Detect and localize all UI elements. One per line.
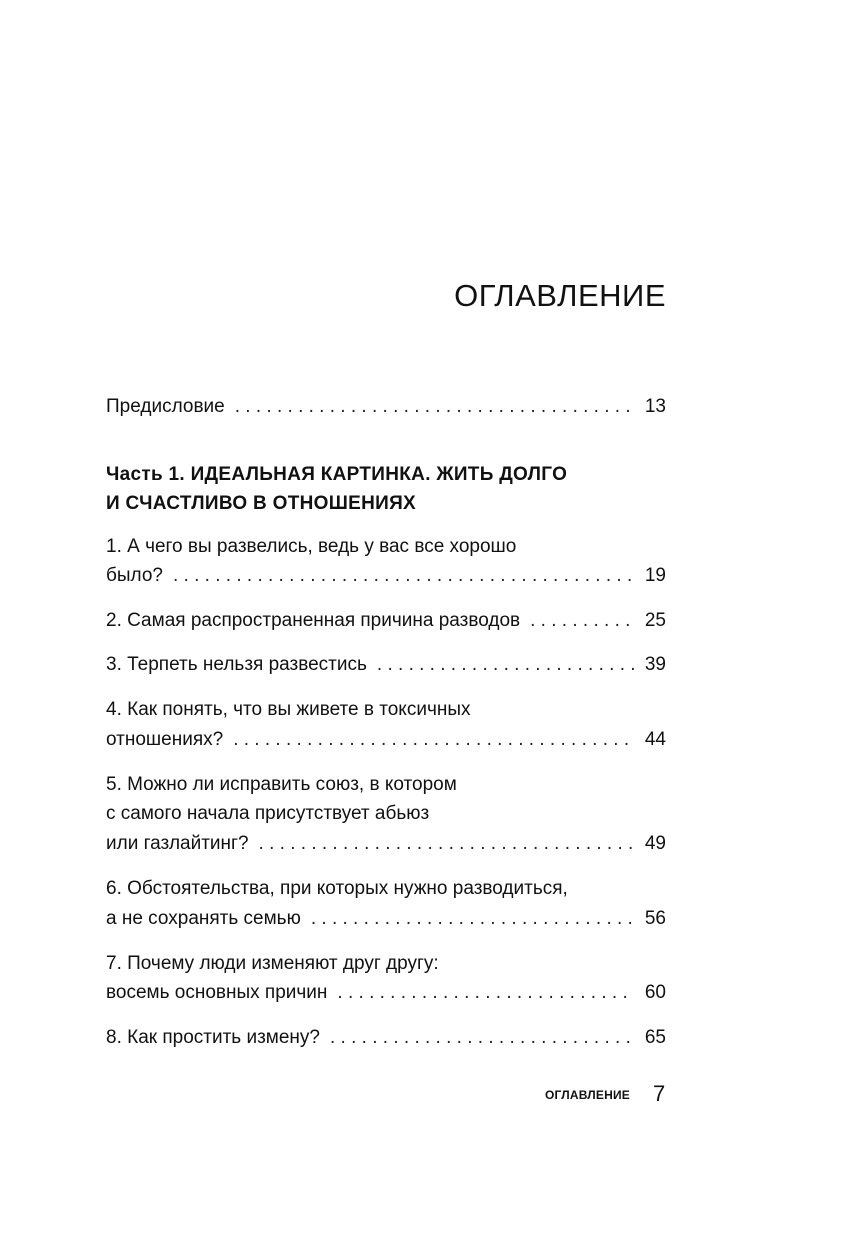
toc-entry-3[interactable]: [106, 651, 666, 679]
toc-page-number: 19: [644, 565, 666, 586]
leader-dots: [311, 905, 634, 933]
part-heading-line-2: И СЧАСТЛИВО В ОТНОШЕНИЯХ: [106, 493, 417, 514]
page-number: 7: [653, 1081, 666, 1106]
leader-dots: [377, 651, 634, 679]
part-heading-line-1: Часть 1. ИДЕАЛЬНАЯ КАРТИНКА. ЖИТЬ ДОЛГО: [106, 464, 568, 485]
toc-page-number: 44: [644, 729, 666, 750]
toc-page-number: 60: [644, 982, 666, 1003]
leader-dots: [530, 607, 634, 635]
toc-entry-1[interactable]: [106, 562, 666, 590]
toc-entry-title[interactable]: 4. Как понять, что вы живете в токсичных: [106, 699, 471, 720]
page-title: ОГЛАВЛЕНИЕ: [454, 278, 666, 313]
toc-entry-8[interactable]: [106, 1024, 666, 1052]
toc-entry-6[interactable]: [106, 905, 666, 933]
toc-entry-title: отношениях?: [106, 729, 224, 750]
toc-entry-title: а не сохранять семью: [106, 908, 301, 929]
leader-dots: [330, 1024, 634, 1052]
toc-entry-7[interactable]: [106, 979, 666, 1007]
toc-entry-4[interactable]: [106, 726, 666, 754]
toc-page-number: 56: [644, 908, 666, 929]
leader-dots: [173, 562, 634, 590]
toc-entry-title[interactable]: с самого начала присутствует абьюз: [106, 803, 430, 824]
leader-dots: [233, 726, 634, 754]
toc-entry-2[interactable]: [106, 607, 666, 635]
toc-entry-title: или газлайтинг?: [106, 833, 249, 854]
toc-page-number: 13: [644, 396, 666, 417]
toc-page-number: 39: [644, 654, 666, 675]
toc-page-number: 25: [644, 610, 666, 631]
toc-entry-title: 2. Самая распространенная причина разводов: [106, 610, 521, 631]
toc-entry-title[interactable]: 6. Обстоятельства, при которых нужно разводиться,: [106, 878, 568, 899]
toc-entry-title[interactable]: 7. Почему люди изменяют друг другу:: [106, 953, 439, 974]
leader-dots: [235, 393, 634, 421]
toc-entry-title: Предисловие: [106, 396, 225, 417]
toc-entry-preface[interactable]: [106, 393, 666, 421]
running-head: ОГЛАВЛЕНИЕ: [545, 1088, 631, 1102]
toc-entry-title: 3. Терпеть нельзя развестись: [106, 654, 367, 675]
toc-page-number: 65: [644, 1027, 666, 1048]
toc-entry-5[interactable]: [106, 830, 666, 858]
leader-dots: [337, 979, 634, 1007]
leader-dots: [259, 830, 634, 858]
toc-entry-title[interactable]: 1. А чего вы развелись, ведь у вас все хорошо: [106, 536, 517, 557]
toc-entry-title: 8. Как простить измену?: [106, 1027, 320, 1048]
toc-entry-title: восемь основных причин: [106, 982, 328, 1003]
toc-page-number: 49: [644, 833, 666, 854]
toc-entry-title: было?: [106, 565, 163, 586]
toc-entry-title[interactable]: 5. Можно ли исправить союз, в котором: [106, 774, 457, 795]
